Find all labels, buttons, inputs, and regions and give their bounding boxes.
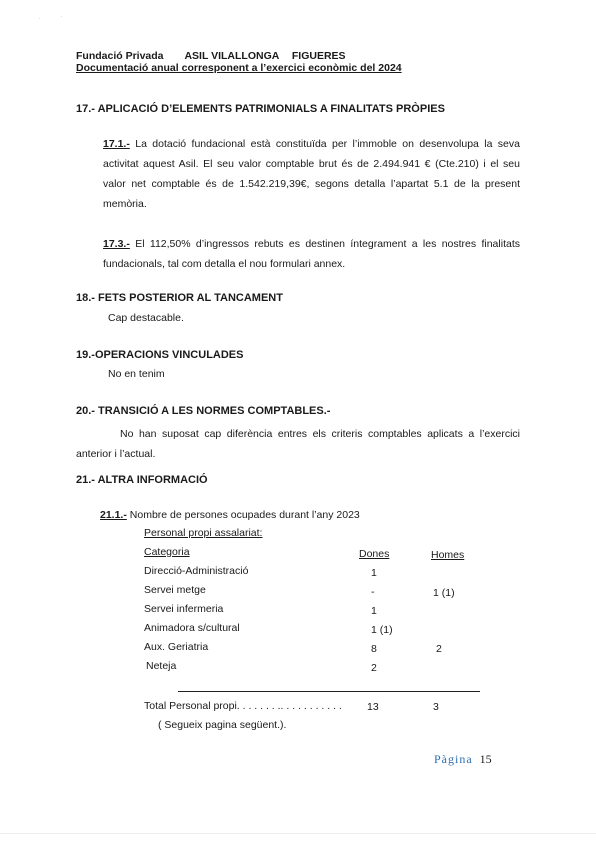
section-21-title: 21.- ALTRA INFORMACIÓ [76, 474, 208, 486]
header-name: ASIL VILALLONGA [184, 50, 279, 62]
section-18-title: 18.- FETS POSTERIOR AL TANCAMENT [76, 292, 283, 304]
row-category: Servei infermeria [144, 603, 224, 615]
total-label: Total Personal propi. . . . . . . .. . . . . . . . . . . [144, 700, 342, 712]
header-foundation: Fundació Privada [76, 50, 164, 62]
header-subtitle: Documentació anual corresponent a l’exercici econòmic del 2024 [76, 62, 402, 74]
scan-edge [0, 833, 596, 834]
column-header-category: Categoria [144, 546, 190, 558]
section-17-title: 17.- APLICACIÓ D’ELEMENTS PATRIMONIALS A FINALITATS PRÒPIES [76, 103, 445, 115]
total-divider [178, 691, 480, 692]
row-women: 1 [371, 567, 377, 579]
row-women: - [371, 586, 375, 598]
row-category: Animadora s/cultural [144, 622, 240, 634]
row-women: 2 [371, 662, 377, 674]
row-category: Direcció-Administració [144, 565, 249, 577]
row-women: 1 [371, 605, 377, 617]
section-17-3-label: 17.3.- [103, 238, 130, 250]
section-21-1-label: 21.1.- [100, 509, 127, 521]
section-18-text: Cap destacable. [108, 312, 184, 324]
row-women: 1 (1) [371, 624, 393, 636]
row-category: Neteja [146, 660, 177, 672]
page-number-value: 15 [479, 752, 492, 766]
section-17-1-text: La dotació fundacional està constituïda per l’immoble on desenvolupa la seva activitat aquest Asil. El seu valor comptable brut és de 2.494.941 € (Cte.210) i el seu valor net comptable és de 1.542.219,39€, segons detalla l’apartat 5.1 de la present memòria. [103, 138, 520, 210]
row-men: 2 [436, 643, 442, 655]
continued-note: ( Segueix pagina següent.). [158, 719, 287, 731]
total-men: 3 [433, 701, 439, 713]
header-line-1 [76, 50, 346, 62]
section-17-3-text: El 112,50% d’ingressos rebuts es destinen íntegrament a les nostres finalitats fundacionals, tal com detalla el nou formulari annex. [103, 238, 520, 270]
section-17-1-label: 17.1.- [103, 138, 130, 150]
section-20-text: No han suposat cap diferència entres els criteris comptables aplicats a l’exercici anterior i l’actual. [76, 428, 520, 460]
row-category: Aux. Geriatria [144, 641, 209, 653]
page-label: Pàgina [434, 752, 473, 766]
section-17-3-paragraph [103, 234, 520, 274]
section-21-1-text: Nombre de persones ocupades durant l’any 2023 [126, 509, 360, 521]
row-men: 1 (1) [433, 587, 455, 599]
header-city: FIGUERES [291, 50, 346, 62]
column-header-women: Dones [359, 548, 390, 560]
scan-mark: · [38, 14, 41, 23]
section-21-1-line [100, 509, 360, 521]
row-category: Servei metge [144, 584, 206, 596]
section-19-title: 19.-OPERACIONS VINCULADES [76, 349, 244, 361]
section-19-text: No en tenim [108, 368, 165, 380]
section-20-title: 20.- TRANSICIÓ A LES NORMES COMPTABLES.- [76, 405, 331, 417]
page-number [434, 752, 492, 767]
row-women: 8 [371, 643, 377, 655]
section-17-1-paragraph [103, 134, 520, 214]
staff-heading: Personal propi assalariat: [144, 527, 263, 539]
scan-mark: · [60, 12, 63, 21]
column-header-men: Homes [431, 549, 465, 561]
total-women: 13 [367, 701, 379, 713]
